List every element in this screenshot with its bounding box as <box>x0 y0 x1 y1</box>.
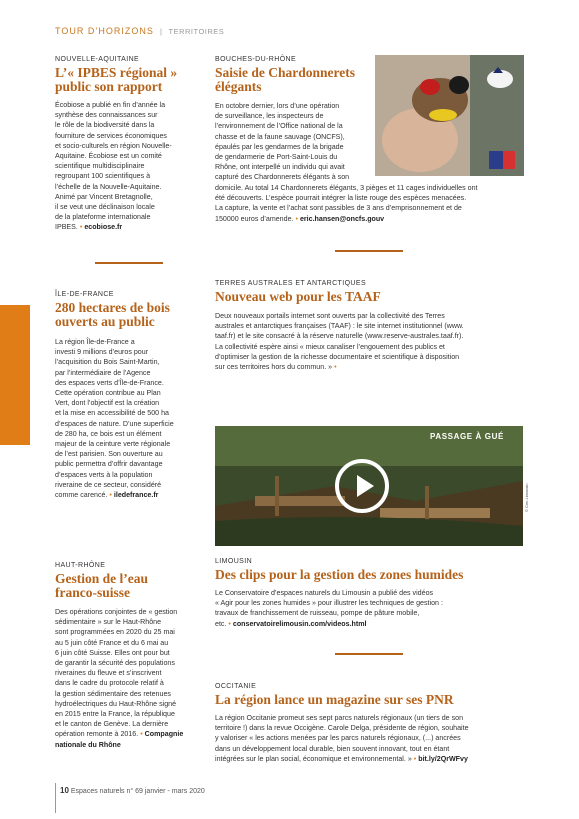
photo-credit: © Cen Limousin <box>524 483 529 512</box>
body-line <box>215 619 527 629</box>
body-line: Aquitaine. Écobiose est un comité <box>55 152 162 161</box>
body-line: en 2015 entre la France, la république <box>55 710 175 719</box>
edge-tab <box>0 305 30 445</box>
article-title: Des clips pour la gestion des zones humides <box>215 567 464 582</box>
body-line: il se veut une déclinaison locale <box>55 203 155 212</box>
body-line: Rhône, ont interpellé un individu qui avait <box>215 163 345 172</box>
article-bouches-du-rhone <box>215 56 371 183</box>
bullet-icon: • <box>140 730 143 739</box>
title-line: élégants <box>215 79 262 94</box>
bullet-icon: • <box>334 363 337 372</box>
video-overlay-text: PASSAGE À GUÉ <box>430 432 504 441</box>
article-link-continued[interactable]: nationale du Rhône <box>55 740 121 749</box>
section-separator: | <box>157 27 165 36</box>
article-body <box>55 337 205 500</box>
page-footer <box>60 786 205 795</box>
body-line: regroupant 100 scientifiques à <box>55 172 151 181</box>
body-line: fourniture de services économiques <box>55 131 167 140</box>
separator-rule <box>95 262 163 264</box>
body-line: riveraines du fleuve et s’inscrivent <box>55 669 162 678</box>
body-line: scientifique multidisciplinaire <box>55 162 145 171</box>
title-line: ouverts au public <box>55 314 155 329</box>
article-body <box>55 100 205 233</box>
article-title <box>55 301 205 329</box>
title-line: L’« IPBES régional » <box>55 65 178 80</box>
body-line <box>55 729 205 739</box>
body-line: des espaces verts d’Île-de-France. <box>55 378 164 387</box>
section-header <box>55 26 224 36</box>
article-body <box>215 101 371 183</box>
article-title: La région lance un magazine sur ses PNR <box>215 692 454 707</box>
article-region: OCCITANIE <box>215 683 257 690</box>
body-line <box>215 362 527 372</box>
body-text: IPBES. <box>55 223 78 232</box>
body-line: Écobiose a publié en fin d’année la <box>55 101 166 109</box>
article-link[interactable]: ecobiose.fr <box>84 223 123 232</box>
bullet-icon: • <box>79 223 83 232</box>
article-link[interactable]: Compagnie <box>144 730 184 739</box>
body-line <box>55 490 205 500</box>
page-number: 10 <box>60 786 69 795</box>
body-line: La région Île-de-France a <box>55 338 135 346</box>
bullet-icon: • <box>413 754 417 763</box>
body-line: d’espaces verts à la population <box>55 470 153 479</box>
article-region: LIMOUSIN <box>215 558 253 565</box>
body-text: etc. <box>215 619 227 628</box>
body-line: Le Conservatoire d’espaces naturels du Limousin a publié des vidéos <box>215 589 434 597</box>
article-body <box>55 607 205 750</box>
body-line: de surveillance, les inspecteurs de <box>215 112 324 121</box>
body-line: Deux nouveaux portails internet sont ouverts par la collectivité des Terres <box>215 312 445 320</box>
footer-divider <box>55 783 56 813</box>
body-line: le rôle de la biodiversité dans la <box>55 121 155 130</box>
body-line: public permettra d’offrir davantage <box>55 460 163 469</box>
body-line: travaux de franchissement de ruisseau, pompe de pâture mobile, <box>215 609 420 618</box>
section-subtitle: TERRITOIRES <box>168 27 225 36</box>
body-line: et socio-culturels en région Nouvelle- <box>55 141 172 150</box>
article-region: TERRES AUSTRALES ET ANTARCTIQUES <box>215 280 367 287</box>
email-link[interactable]: eric.hansen@oncfs.gouv <box>299 214 385 223</box>
separator-rule <box>335 250 403 252</box>
article-body <box>215 588 527 629</box>
article-title <box>215 66 371 94</box>
body-line: « Agir pour les zones humides » pour illustrer les techniques de gestion : <box>215 599 443 608</box>
article-body <box>215 311 527 372</box>
bullet-icon: • <box>295 214 298 223</box>
body-line: 6 juin côté Suisse. Elles ont pour but <box>55 648 170 657</box>
article-region: BOUCHES-DU-RHÔNE <box>215 56 297 63</box>
body-line: épaulés par les gendarmes de la brigade <box>215 142 344 151</box>
publication-info: Espaces naturels n° 69 janvier - mars 2020 <box>70 788 205 795</box>
body-line: domicile. Au total 14 Chardonnerets élégants, 3 pièges et 11 cages individuelles ont <box>215 184 478 192</box>
body-line: la gestion sédimentaire des retenues <box>55 689 171 698</box>
body-text: opération remonte à 2016. <box>55 730 139 739</box>
title-line: Gestion de l’eau <box>55 571 148 586</box>
body-line: taaf.fr) et le site consacré à la réserve naturelle (www.reserve-australes.taaf.fr). <box>215 332 464 341</box>
title-line: public son rapport <box>55 79 163 94</box>
body-line: Vert, dont l’objectif est la création <box>55 399 160 408</box>
body-line: l’échelle de la Nouvelle-Aquitaine. <box>55 182 162 191</box>
article-region: NOUVELLE-AQUITAINE <box>55 56 140 63</box>
body-line: été découverts. L’espèce pourrait intégrer la liste rouge des espèces menacées. <box>215 194 467 203</box>
article-body <box>215 713 531 764</box>
title-line: Saisie de Chardonnerets <box>215 65 356 80</box>
body-line: y valoriser « les actions menées par les parcs naturels régionaux, (...) ancrées <box>215 734 461 743</box>
article-body-wide <box>215 183 525 224</box>
body-text: comme carencé. <box>55 491 108 500</box>
body-line: Des opérations conjointes de « gestion <box>55 608 178 616</box>
body-line <box>215 214 525 224</box>
body-line: au 5 juin côté France et du 6 mai au <box>55 638 169 647</box>
body-line: australes et antarctiques françaises (TAAF) : le site internet institutionnel (www. <box>215 322 464 331</box>
body-text: sur ces territoires hors du commun. » <box>215 363 333 372</box>
article-title: Nouveau web pour les TAAF <box>215 289 381 304</box>
article-haut-rhone <box>55 562 205 750</box>
article-region: HAUT-RHÔNE <box>55 562 106 569</box>
body-line: par l’intermédiaire de l’Agence <box>55 368 151 377</box>
body-line: de gendarmerie de Port-Saint-Louis du <box>215 153 338 162</box>
bullet-icon: • <box>109 491 112 500</box>
body-line: d’espaces de nature. D’une superficie <box>55 419 174 428</box>
body-line: La capture, la vente et l’achat sont passibles de 3 ans d’emprisonnement et de <box>215 204 462 213</box>
article-title <box>55 66 205 94</box>
body-line: capturé des Chardonnerets élégants à son <box>215 173 350 182</box>
article-occitanie <box>215 683 531 764</box>
body-line: Cette opération contribue au Plan <box>55 389 161 398</box>
body-line: de l’est parisien. Son ouverture au <box>55 450 163 459</box>
body-line: d’optimiser la gestion de la richesse documentaire et scientifique à disposition <box>215 352 460 361</box>
body-line: La région Occitanie promeut ses sept parcs naturels régionaux (un tiers de son <box>215 714 464 722</box>
body-line: sédimentaire » sur le Haut-Rhône <box>55 618 162 627</box>
body-line: En octobre dernier, lors d’une opération <box>215 102 340 110</box>
body-line: majeur de la ceinture verte régionale <box>55 440 171 449</box>
body-line: dans un développement local durable, bien souvent innovant, tout en étant <box>215 744 450 753</box>
separator-rule <box>335 653 403 655</box>
body-line: Animé par Vincent Bretagnolle, <box>55 192 153 201</box>
body-line: chasse et de la faune sauvage (ONCFS), <box>215 132 345 141</box>
body-line: sont programmées en 2020 du 25 mai <box>55 628 175 637</box>
body-line: et la mise en accessibilité de 500 ha <box>55 409 169 418</box>
body-line: La collectivité espère ainsi « mieux canaliser l’engouement des publics et <box>215 342 445 351</box>
body-text: 150000 euros d’amende. <box>215 214 294 223</box>
body-line: de garantir la sécurité des populations <box>55 659 175 668</box>
body-text: intégrées sur le plan social, économique et environnemental. » <box>215 754 412 763</box>
goldfinch-photo <box>375 55 524 176</box>
article-link[interactable]: bit.ly/2QrWFvy <box>418 754 468 763</box>
bullet-icon: • <box>228 619 231 628</box>
article-limousin <box>215 558 527 629</box>
body-line: et le canton de Genève. La dernière <box>55 720 169 729</box>
body-line: synthèse des connaissances sur <box>55 111 158 120</box>
body-line <box>55 222 205 232</box>
body-line: hydroélectriques du Haut-Rhône signé <box>55 699 177 708</box>
article-nouvelle-aquitaine <box>55 56 205 233</box>
article-ile-de-france <box>55 291 205 500</box>
body-line: dans le cadre du protocole relatif à <box>55 679 164 688</box>
article-link[interactable]: conservatoirelimousin.com/videos.html <box>232 619 367 628</box>
title-line: franco-suisse <box>55 585 130 600</box>
article-title <box>55 572 205 600</box>
body-line: l’acquisition du Bois Saint-Martin, <box>55 358 160 367</box>
section-title: TOUR D’HORIZONS <box>55 26 154 36</box>
body-line: de 280 ha, ce bois est un élément <box>55 429 162 438</box>
goldfinch-illustration <box>375 55 524 176</box>
body-line: riveraine de ce secteur, considéré <box>55 480 162 489</box>
body-line: investi 9 millions d’euros pour <box>55 348 149 357</box>
body-line: l’environnement de l’Office national de la <box>215 122 343 131</box>
play-icon[interactable] <box>335 459 389 513</box>
article-link[interactable]: iledefrance.fr <box>113 491 159 500</box>
article-region: ÎLE-DE-FRANCE <box>55 291 114 298</box>
body-line <box>215 754 531 764</box>
body-line: territoire !) dans la revue Occigène. Carole Delga, présidente de région, souhaite <box>215 724 469 733</box>
title-line: 280 hectares de bois <box>55 300 170 315</box>
article-taaf <box>215 280 527 372</box>
body-line: de la plateforme internationale <box>55 213 151 222</box>
